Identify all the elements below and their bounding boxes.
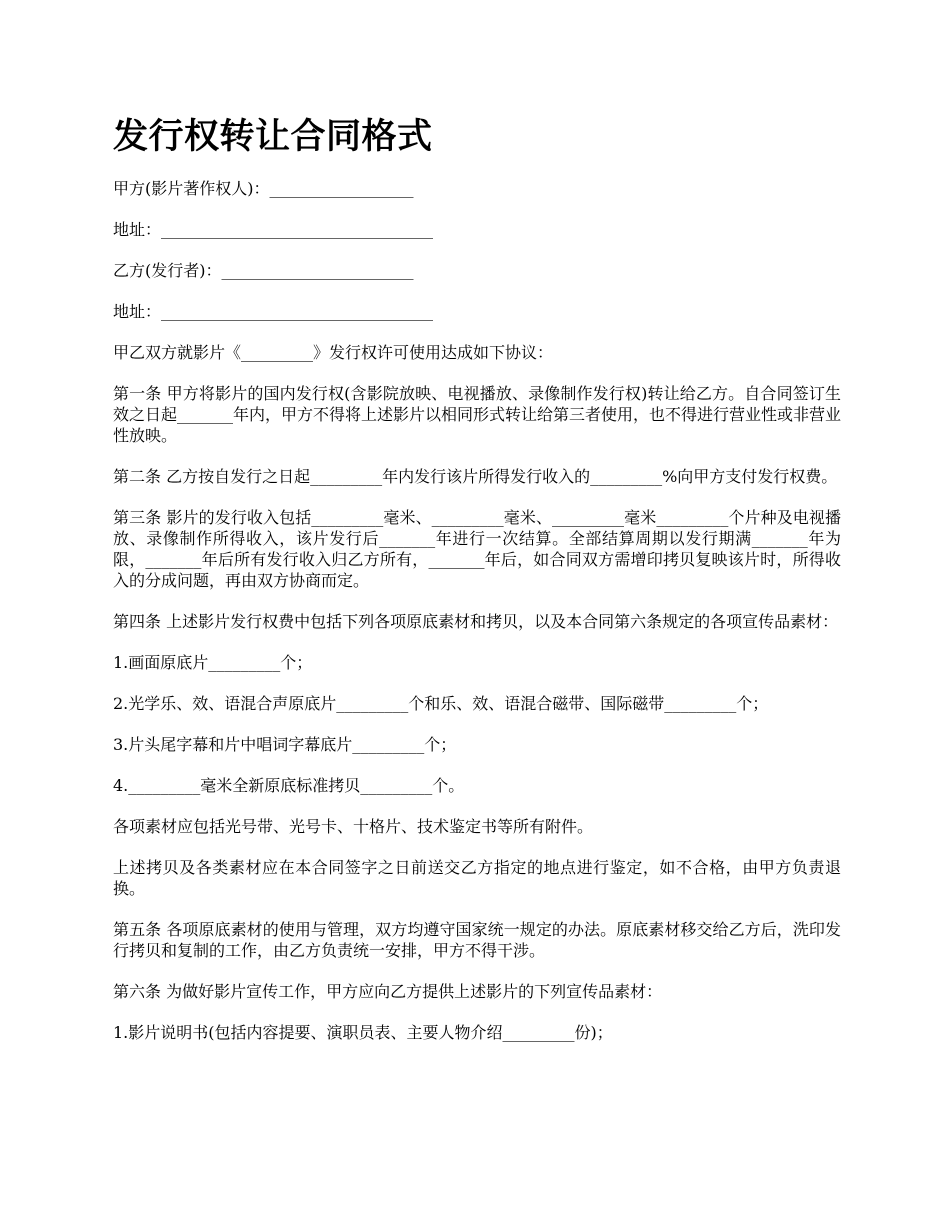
document-page [113, 108, 841, 1063]
party-a-address-line: 地址：__________________________________ [113, 220, 434, 239]
article-4: 第四条 上述影片发行权费中包括下列各项原底素材和拷贝，以及本合同第六条规定的各项宣传品素材： [113, 612, 839, 631]
article-1: 第一条 甲方将影片的国内发行权(含影院放映、电视播放、录像制作发行权)转让给乙方。自合同签订生效之日起_______年内，甲方不得将上述影片以相同形式转让给第三者使用，也不得进行营业性或非营业性放映。 [113, 384, 842, 445]
party-b-line: 乙方(发行者)：________________________ [113, 261, 414, 280]
article-4-item-1: 1.画面原底片_________个； [113, 653, 313, 672]
inspection-note: 上述拷贝及各类素材应在本合同签字之日前送交乙方指定的地点进行鉴定，如不合格，由甲方负责退换。 [113, 858, 841, 898]
article-6-item-1: 1.影片说明书(包括内容提要、演职员表、主要人物介绍_________份)； [113, 1023, 613, 1042]
article-4-item-4: 4._________毫米全新原底标准拷贝_________个。 [113, 776, 465, 795]
article-6: 第六条 为做好影片宣传工作，甲方应向乙方提供上述影片的下列宣传品素材： [113, 982, 663, 1001]
materials-attachments-note: 各项素材应包括光号带、光号卡、十格片、技术鉴定书等所有附件。 [113, 817, 594, 836]
party-b-address-line: 地址：__________________________________ [113, 302, 434, 321]
article-2: 第二条 乙方按自发行之日起_________年内发行该片所得发行收入的_________%向甲方支付发行权费。 [113, 467, 838, 486]
article-4-item-2: 2.光学乐、效、语混合声原底片_________个和乐、效、语混合磁带、国际磁带_________个； [113, 694, 769, 713]
agreement-intro: 甲乙双方就影片《_________》发行权许可使用达成如下协议： [113, 343, 554, 362]
article-3: 第三条 影片的发行收入包括_________毫米、_________毫米、_________毫米_________个片种及电视播放、录像制作所得收入，该片发行后_______年进行一次结算。全部结算周期以发行期满_______年为限，_______年后所有发行收入归乙方所有，_______年后，如合同双方需增印拷贝复映该片时，所得收入的分成问题，再由双方协商而定。 [113, 508, 841, 590]
party-a-line: 甲方(影片著作权人)：__________________ [113, 179, 414, 198]
article-4-item-3: 3.片头尾字幕和片中唱词字幕底片_________个； [113, 735, 457, 754]
article-5: 第五条 各项原底素材的使用与管理，双方均遵守国家统一规定的办法。原底素材移交给乙方后，洗印发行拷贝和复制的工作，由乙方负责统一安排，甲方不得干涉。 [113, 920, 841, 960]
document-title: 发行权转让合同格式 [113, 117, 433, 157]
